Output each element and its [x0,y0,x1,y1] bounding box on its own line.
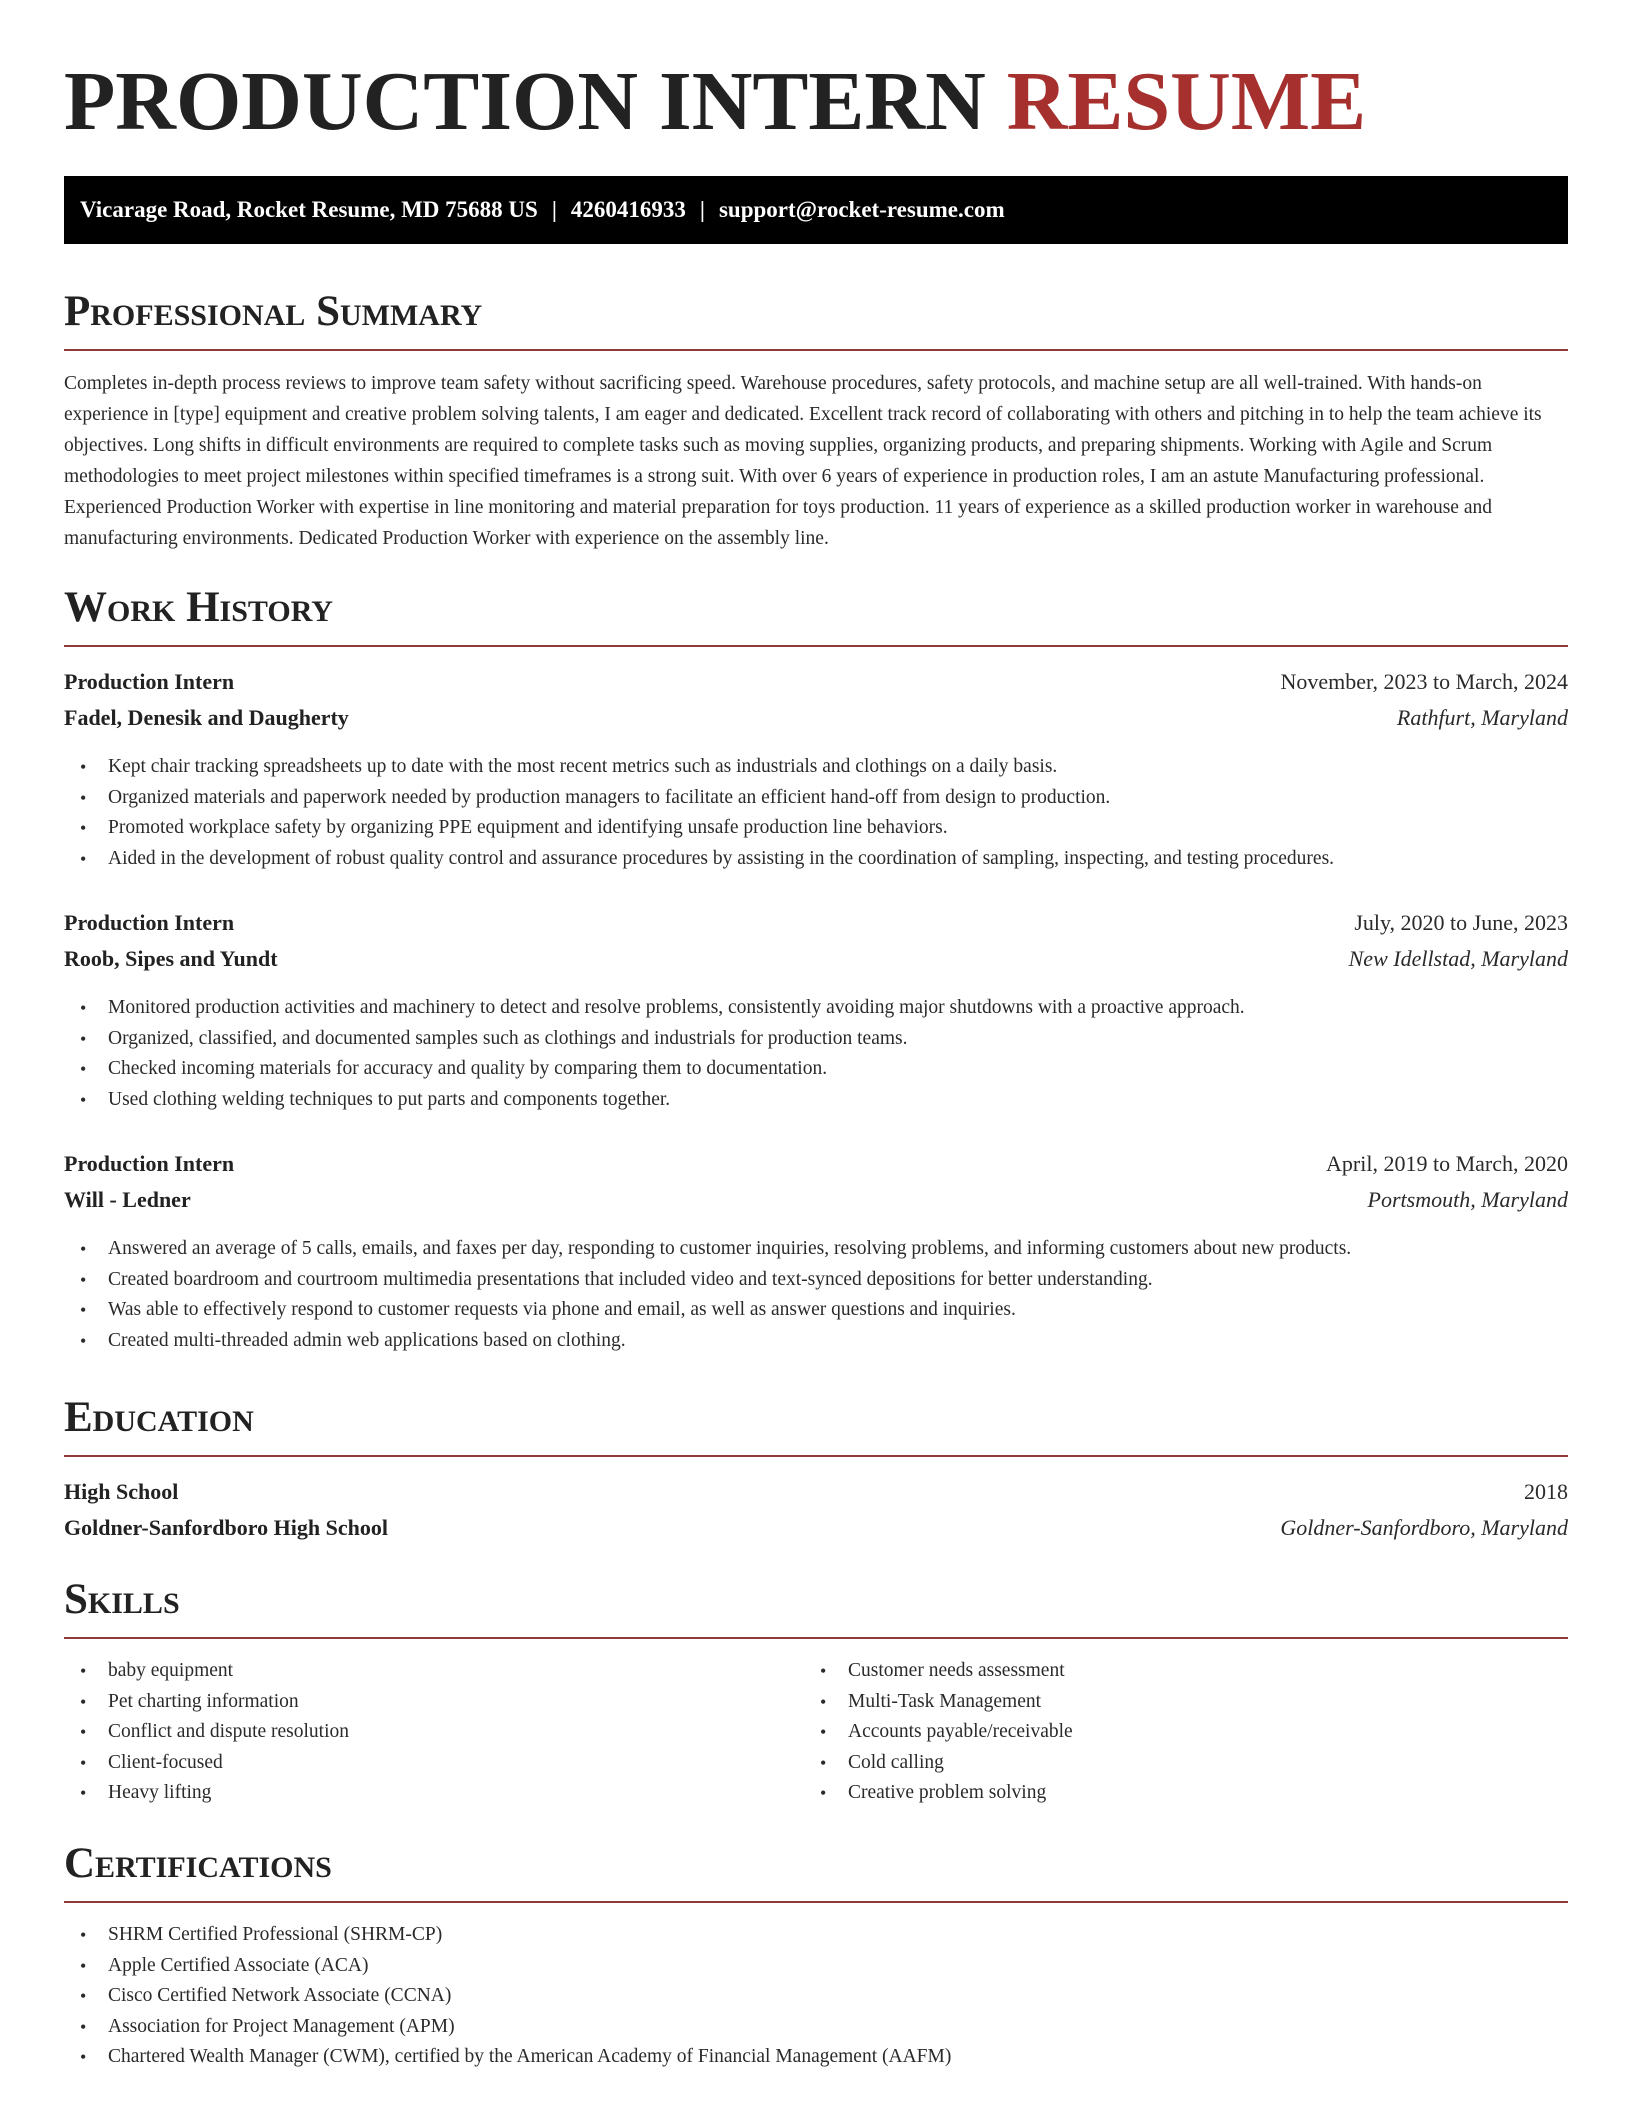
summary-text: Completes in-depth process reviews to improve team safety without sacrificing speed. Warehouse procedures, safety protocols, and machine setup are all well-trained. With hands-on experience in [type] equipment and creative problem solving talents, I am eager and dedicated. Excellent track record of collaborating with others and pitching in to help the team achieve its objectives. Long shifts in difficult environments are required to complete tasks such as moving supplies, organizing products, and preparing shipments. Working with Agile and Scrum methodologies to meet project milestones within specified timeframes is a strong suit. With over 6 years of experience in production roles, I am an astute Manufacturing professional. Experienced Production Worker with expertise in line monitoring and material preparation for toys production. 11 years of experience as a skilled production worker in warehouse and manufacturing environments. Dedicated Production Worker with experience on the assembly line. [64,373,1542,549]
job-bullet: • Answered an average of 5 calls, emails, and faxes per day, responding to customer inquiries, resolving problems, and informing customers about new products. [64,1234,1568,1265]
job-bullet: • Created multi-threaded admin web applications based on clothing. [64,1326,1568,1357]
contact-phone: 4260416933 [570,197,686,222]
job-company-row [64,700,1568,736]
job-entry [64,905,1568,1115]
contact-email[interactable]: support@rocket-resume.com [718,197,1005,222]
job-company-row [64,1182,1568,1218]
skill-item: • Cold calling [804,1748,1544,1779]
job-header-row [64,1146,1568,1182]
job-bullets [64,1234,1568,1356]
job-header-row [64,905,1568,941]
education-entry [64,1474,1568,1546]
certifications-heading: Certifications [64,1842,1568,1903]
job-bullet: • Organized materials and paperwork needed by production managers to facilitate an efficient hand-off from design to production. [64,783,1568,814]
job-location: New Idellstad, Maryland [1348,946,1568,971]
certification-item: • Association for Project Management (APM) [64,2012,1568,2043]
job-bullet: • Created boardroom and courtroom multimedia presentations that included video and text-synced depositions for better understanding. [64,1265,1568,1296]
skills-heading: Skills [64,1578,1568,1639]
education-year: 2018 [1524,1479,1568,1504]
skill-item: • Conflict and dispute resolution [64,1717,804,1748]
contact-separator: | [551,197,557,222]
summary-heading: Professional Summary [64,290,1568,351]
skill-item: • Accounts payable/receivable [804,1717,1544,1748]
skill-item: • baby equipment [64,1656,804,1687]
job-title: Production Intern [64,910,235,935]
job-location: Portsmouth, Maryland [1367,1187,1568,1212]
certifications-list [64,1920,1568,2073]
skills-list-left [64,1656,804,1809]
job-bullet: • Was able to effectively respond to customer requests via phone and email, as well as answer questions and inquiries. [64,1295,1568,1326]
job-bullets [64,752,1568,874]
job-entry [64,1146,1568,1356]
job-bullet: • Monitored production activities and machinery to detect and resolve problems, consistently avoiding major shutdowns with a proactive approach. [64,993,1568,1024]
skills-list-right [804,1656,1544,1809]
title-main: PRODUCTION INTERN [64,55,986,148]
job-bullet: • Aided in the development of robust quality control and assurance procedures by assisting in the coordination of sampling, inspecting, and testing procedures. [64,844,1568,875]
job-bullets [64,993,1568,1115]
skill-item: • Customer needs assessment [804,1656,1544,1687]
skills-columns [64,1656,1568,1809]
contact-bar [64,176,1568,244]
job-company: Will - Ledner [64,1187,191,1212]
job-entry [64,664,1568,874]
skill-item: • Client-focused [64,1748,804,1779]
education-school: Goldner-Sanfordboro High School [64,1515,388,1540]
skill-item: • Multi-Task Management [804,1687,1544,1718]
education-location: Goldner-Sanfordboro, Maryland [1280,1515,1568,1540]
education-heading: Education [64,1396,1568,1457]
job-location: Rathfurt, Maryland [1396,705,1568,730]
title-accent: RESUME [1006,55,1367,148]
certification-item: • SHRM Certified Professional (SHRM-CP) [64,1920,1568,1951]
contact-separator: | [699,197,705,222]
job-bullet: • Promoted workplace safety by organizing PPE equipment and identifying unsafe production line behaviors. [64,813,1568,844]
resume-page [64,0,1568,2067]
education-degree: High School [64,1479,179,1504]
job-bullet: • Used clothing welding techniques to put parts and components together. [64,1085,1568,1116]
certifications-block [64,1920,1568,2073]
job-header-row [64,664,1568,700]
certification-item: • Chartered Wealth Manager (CWM), certified by the American Academy of Financial Management (AAFM) [64,2042,1568,2073]
job-company-row [64,941,1568,977]
work-history-heading: Work History [64,586,1568,647]
job-title: Production Intern [64,1151,235,1176]
job-dates: July, 2020 to June, 2023 [1354,910,1568,935]
certification-item: • Cisco Certified Network Associate (CCNA) [64,1981,1568,2012]
job-company: Fadel, Denesik and Daugherty [64,705,349,730]
job-bullet: • Checked incoming materials for accuracy and quality by comparing them to documentation. [64,1054,1568,1085]
job-dates: November, 2023 to March, 2024 [1280,669,1568,694]
job-bullet: • Kept chair tracking spreadsheets up to date with the most recent metrics such as industrials and clothings on a daily basis. [64,752,1568,783]
job-bullet: • Organized, classified, and documented samples such as clothings and industrials for production teams. [64,1024,1568,1055]
certification-item: • Apple Certified Associate (ACA) [64,1951,1568,1982]
resume-title [64,0,1568,146]
education-school-row [64,1510,1568,1546]
contact-address: Vicarage Road, Rocket Resume, MD 75688 US [80,197,538,222]
skill-item: • Heavy lifting [64,1778,804,1809]
job-company: Roob, Sipes and Yundt [64,946,278,971]
job-title: Production Intern [64,669,235,694]
skill-item: • Creative problem solving [804,1778,1544,1809]
skill-item: • Pet charting information [64,1687,804,1718]
education-header-row [64,1474,1568,1510]
job-dates: April, 2019 to March, 2020 [1326,1151,1568,1176]
